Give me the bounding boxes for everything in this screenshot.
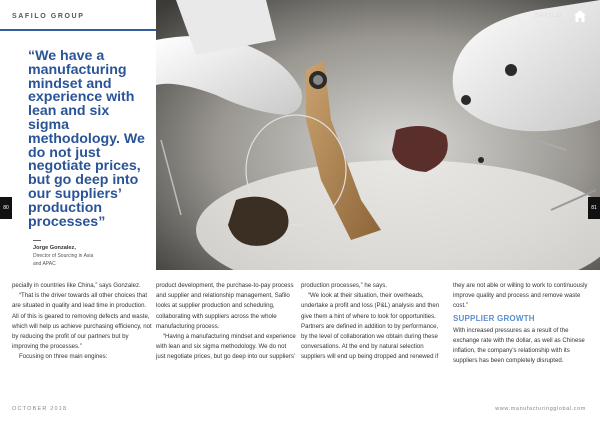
footer-date: OCTOBER 2018 — [12, 406, 68, 412]
header-rule — [0, 29, 156, 31]
body-column-3 — [301, 281, 441, 363]
section-label: SAFILO — [534, 13, 562, 19]
footer-url[interactable]: www.manufacturingglobal.com — [495, 406, 586, 412]
home-icon[interactable] — [573, 9, 587, 23]
paragraph: “We look at their situation, their overheads, undertake a profit and loss (P&L) analysis and then give them a hint of where to look for opportunities. Partners are defined in addition to by performance, by the level of collaboration we obtain during these conversations. At the end by natural selection suppliers will end up being dropped and renewed if — [301, 292, 440, 361]
paragraph: product development, the purchase-to-pay process and supplier and relationship management, Safilo looks at supplier production and scheduling, collaborating with suppliers across the whole manufacturing process. — [156, 282, 294, 330]
attribution-role: Director of Sourcing in Asia and APAC — [33, 253, 94, 267]
paragraph: “That is the driver towards all other choices that are situated in quality and lead time in production. All of this is geared to removing defects and waste, which will help us achieve purchasing efficiency, not by reducing the profit of our partners but by improving the processes.” — [12, 292, 152, 351]
page-number-right: 81 — [588, 197, 600, 219]
hero-photo — [156, 0, 600, 270]
attribution-rule — [33, 240, 41, 241]
magazine-brand: SAFILO GROUP — [12, 13, 85, 20]
paragraph: pecially in countries like China,” says Gonzalez. — [12, 282, 141, 289]
body-column-1 — [12, 281, 152, 363]
paragraph: With increased pressures as a result of the exchange rate with the dollar, as well as Chinese inflation, the company’s relationship with its suppliers has been completely disrupted. — [453, 326, 585, 365]
paragraph: Focusing on three main engines: — [19, 353, 108, 361]
page-number-left: 80 — [0, 197, 12, 219]
body-column-4 — [453, 281, 593, 367]
paragraph: they are not able or willing to work to continuously improve quality and process and remove waste cost.” — [453, 282, 588, 310]
section-subheading: SUPPLIER GROWTH — [453, 313, 535, 323]
paragraph: “Having a manufacturing mindset and experience with lean and six sigma methodology. We do not just negotiate prices, but go deep into our suppliers’ — [156, 333, 296, 361]
body-column-2 — [156, 281, 296, 363]
attribution-name: Jorge Gonzalez, — [33, 245, 76, 251]
pull-quote: “We have a manufacturing mindset and experience with lean and six sigma methodology. We do not just negotiate prices, but go deep into our suppliers’ production processes” — [28, 48, 145, 230]
paragraph: production processes,” he says. — [301, 282, 388, 289]
